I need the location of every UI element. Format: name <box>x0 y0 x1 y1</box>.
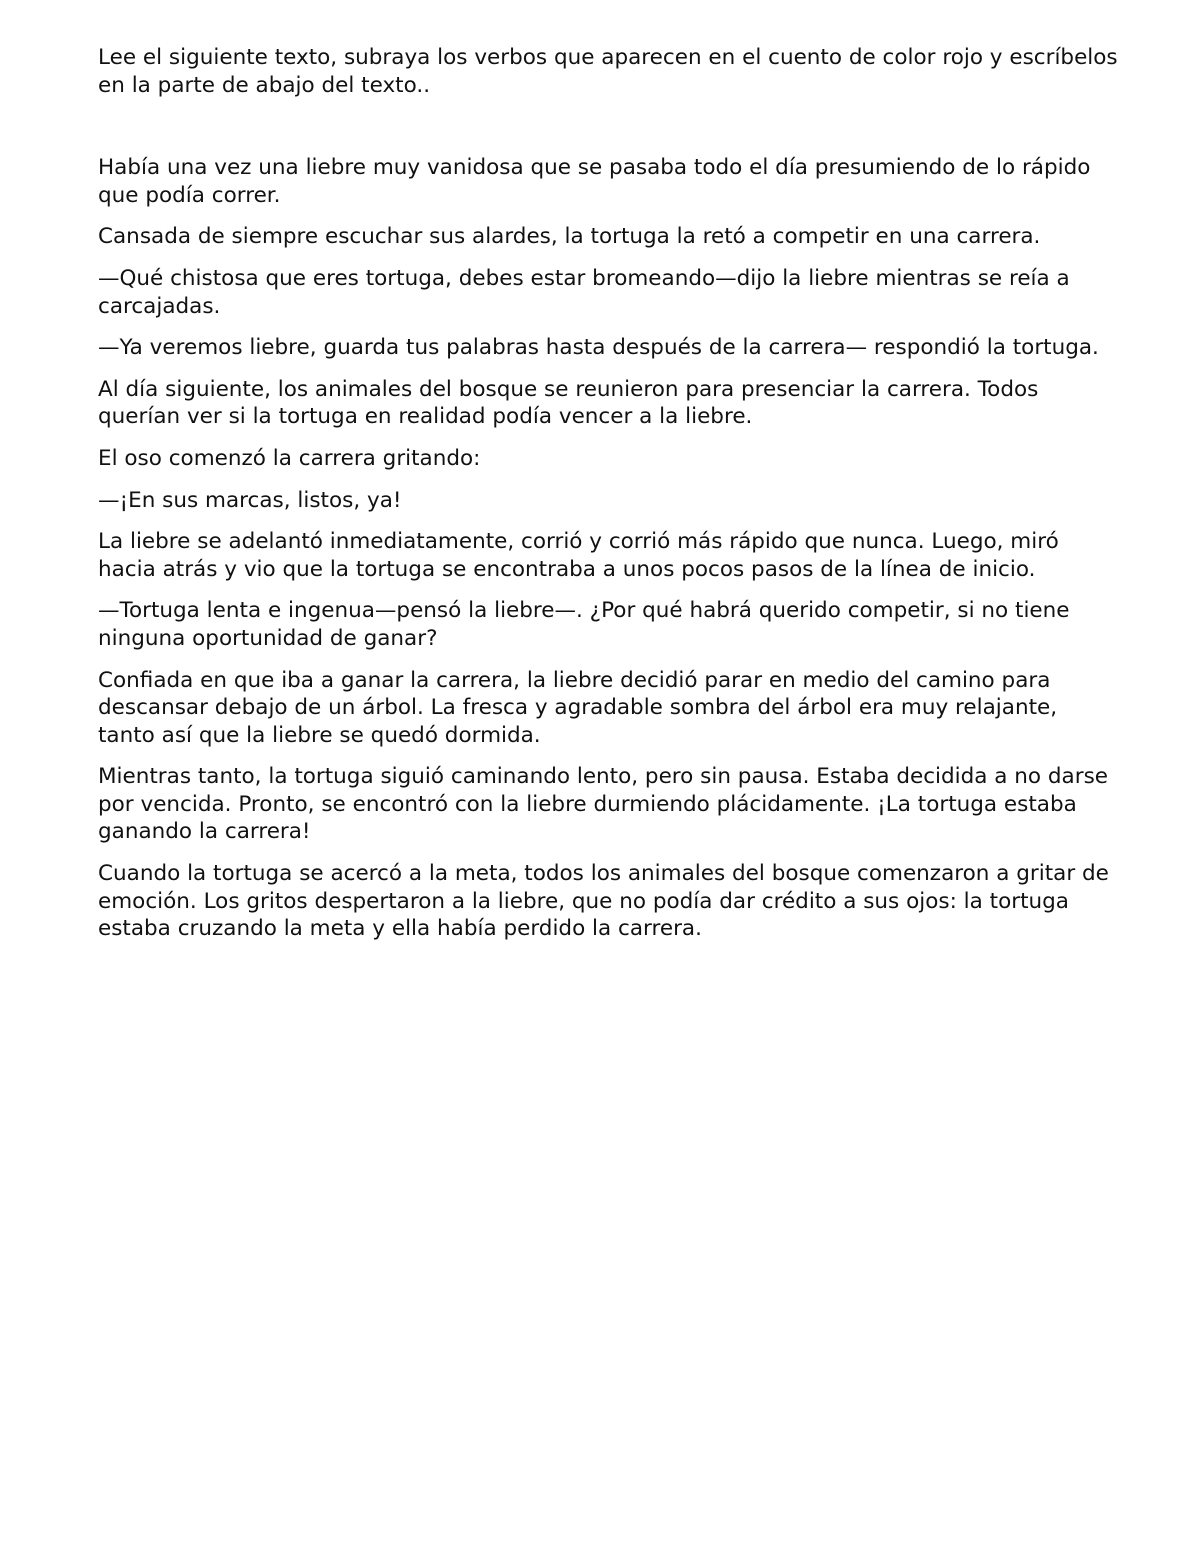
story-paragraph: —Ya veremos liebre, guarda tus palabras hasta después de la carrera— respondió la tortuga. <box>98 335 1099 361</box>
story-paragraph: Al día siguiente, los animales del bosque se reunieron para presenciar la carrera. Todos querían ver si la tortuga en realidad podía vencer a la liebre. <box>98 376 1039 430</box>
story-paragraph: Mientras tanto, la tortuga siguió caminando lento, pero sin pausa. Estaba decidida a no darse por vencida. Pronto, se encontró con la liebre durmiendo plácidamente. ¡La tortuga estaba ganando la carrera! <box>98 764 1108 845</box>
story-body <box>98 154 1118 943</box>
story-paragraph: Había una vez una liebre muy vanidosa que se pasaba todo el día presumiendo de lo rápido que podía correr. <box>98 155 1091 208</box>
story-paragraph: —¡En sus marcas, listos, ya! <box>98 487 402 513</box>
story-paragraph: La liebre se adelantó inmediatamente, corrió y corrió más rápido que nunca. Luego, miró hacia atrás y vio que la tortuga se encontraba a unos pocos pasos de la línea de inicio. <box>98 529 1059 582</box>
story-paragraph: Cansada de siempre escuchar sus alardes, la tortuga la retó a competir en una carrera. <box>98 224 1041 250</box>
story-paragraph: —Qué chistosa que eres tortuga, debes estar bromeando—dijo la liebre mientras se reía a carcajadas. <box>98 265 1070 319</box>
story-paragraph: —Tortuga lenta e ingenua—pensó la liebre—. ¿Por qué habrá querido competir, si no tiene ninguna oportunidad de ganar? <box>98 598 1070 651</box>
story-paragraph: Cuando la tortuga se acercó a la meta, todos los animales del bosque comenzaron a gritar de emoción. Los gritos despertaron a la liebre, que no podía dar crédito a sus ojos: la tortuga estaba cruzando la meta y ella había perdido la carrera. <box>98 861 1109 942</box>
document-page <box>98 44 1118 957</box>
instruction-text: Lee el siguiente texto, subraya los verbos que aparecen en el cuento de color rojo y escríbelos en la parte de abajo del texto.. <box>98 45 1118 98</box>
story-paragraph: Confiada en que iba a ganar la carrera, la liebre decidió parar en medio del camino para descansar debajo de un árbol. La fresca y agradable sombra del árbol era muy relajante, tanto así que la liebre se quedó dormida. <box>98 667 1058 748</box>
story-paragraph: El oso comenzó la carrera gritando: <box>98 445 481 471</box>
